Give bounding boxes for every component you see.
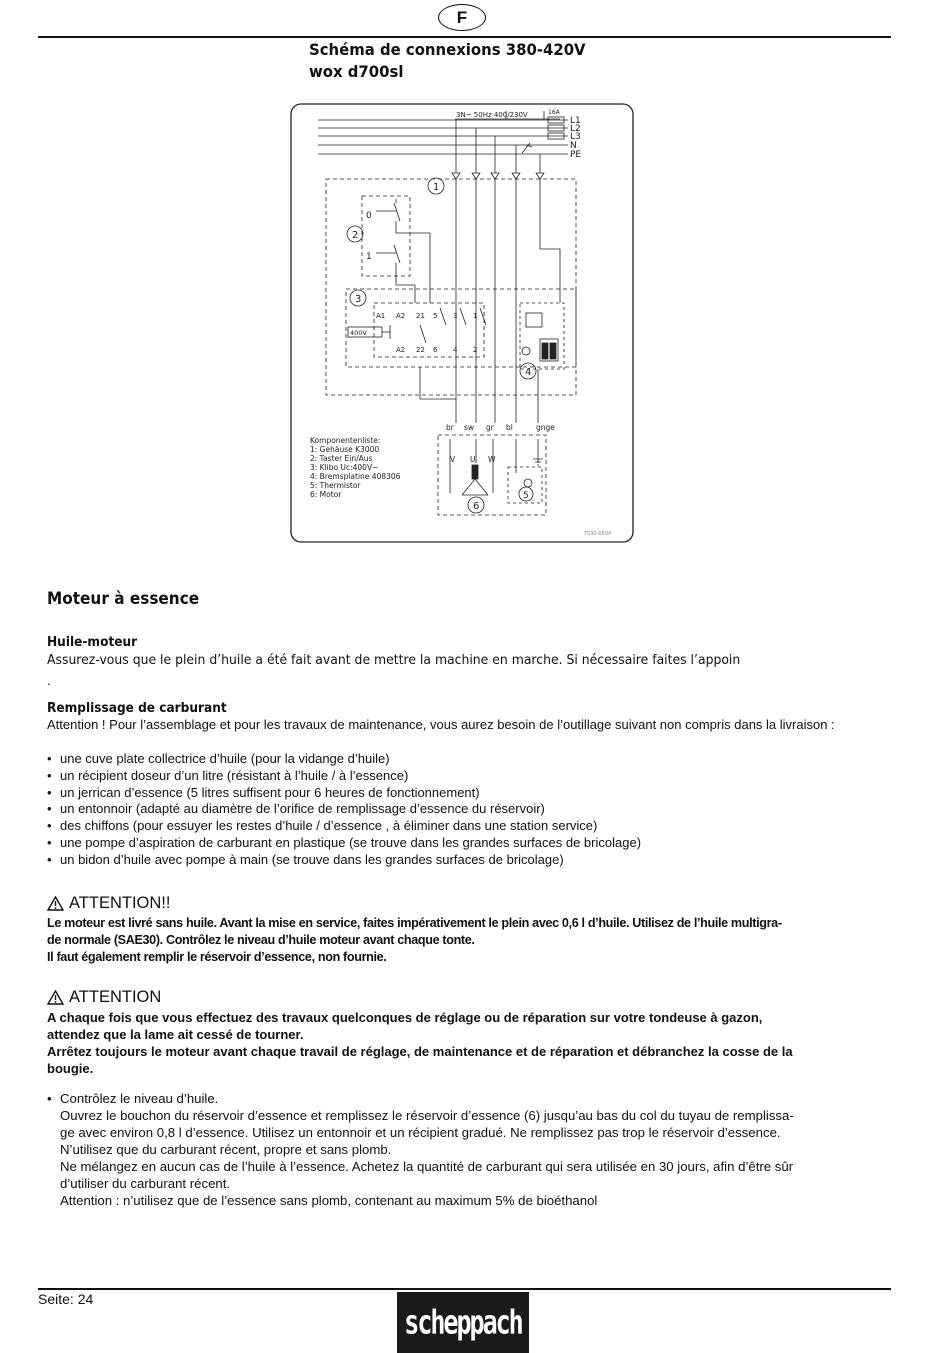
section-heading: Moteur à essence	[47, 589, 200, 609]
list-item: • des chiffons (pour essuyer les restes d’huile / d’essence , à éliminer dans une station service)	[47, 818, 641, 835]
svg-text:2: 2	[473, 346, 478, 354]
tools-list	[47, 751, 641, 869]
component-list	[310, 436, 401, 499]
line-label-l2: L2	[570, 124, 581, 134]
svg-text:A1: A1	[376, 312, 386, 320]
list-item: • une pompe d’aspiration de carburant en plastique (se trouve dans les grandes surfaces de bricolage)	[47, 835, 641, 852]
check-line: Attention : n’utilisez que de l’essence sans plomb, contenant au maximum 5% de bioéthanol	[60, 1193, 598, 1208]
check-line: ge avec environ 0,8 l d’essence. Utilisez un entonnoir et un récipient gradué. Ne remplissez pas trop le réservoir d’essence.	[60, 1125, 781, 1140]
language-badge-label: F	[456, 7, 468, 27]
component-1-number: 1	[433, 182, 440, 193]
fuel-heading: Remplissage de carburant	[47, 700, 227, 716]
fuse-label: 16A	[548, 109, 560, 116]
contactor	[374, 303, 484, 357]
oil-text-dot: .	[47, 673, 51, 688]
svg-text:br: br	[446, 423, 454, 432]
svg-text:1: Gehäuse K3000: 1: Gehäuse K3000	[310, 445, 380, 454]
contactor-terminals-bottom	[396, 346, 477, 354]
check-oil-block	[47, 1090, 794, 1209]
svg-text:Komponentenliste:: Komponentenliste:	[310, 436, 381, 445]
line-label-l1: L1	[570, 116, 581, 126]
warning-2-line: bougie.	[47, 1061, 94, 1076]
list-item: • un jerrican d’essence (5 litres suffisent pour 6 heures de fonctionnement)	[47, 785, 641, 802]
oil-heading: Huile-moteur	[47, 634, 138, 650]
svg-text:sw: sw	[464, 423, 475, 432]
fuel-intro: Attention ! Pour l’assemblage et pour les travaux de maintenance, vous aurez besoin de l’outillage suivant non compris dans la livraison :	[47, 717, 835, 732]
switch-label-on: 1	[366, 252, 372, 262]
check-line: d’utiliser du carburant récent.	[60, 1176, 231, 1191]
page-number: Seite: 24	[38, 1291, 94, 1307]
component-3-number: 3	[355, 294, 362, 305]
motor-terminal-labels	[450, 455, 496, 464]
top-divider	[38, 36, 891, 38]
title-line-1: Schéma de connexions 380-420V	[309, 40, 586, 59]
warning-1-body	[47, 915, 782, 967]
svg-text:6: Motor: 6: Motor	[310, 490, 342, 499]
svg-text:A2: A2	[396, 346, 406, 354]
motor-box	[438, 435, 546, 515]
svg-text:bl: bl	[506, 423, 513, 432]
motor-feed-wires	[420, 179, 560, 423]
contactor-box	[346, 289, 576, 367]
component-4-number: 4	[525, 367, 532, 378]
list-item: • un récipient doseur d’un litre (résistant à l’huile / à l’essence)	[47, 768, 641, 785]
svg-text:5: Thermistor: 5: Thermistor	[310, 481, 361, 490]
warning-1-title	[47, 894, 170, 913]
brand-logo	[397, 1292, 529, 1353]
warning-2-title	[47, 988, 161, 1007]
svg-text:1: 1	[473, 312, 478, 320]
warning-1-label: ATTENTION!!	[69, 894, 171, 912]
list-item: • une cuve plate collectrice d’huile (pour la vidange d’huile)	[47, 751, 641, 768]
warning-triangle-icon	[47, 896, 64, 911]
warning-1-line: de normale (SAE30). Contrôlez le niveau d’huile moteur avant chaque tonte.	[47, 933, 475, 948]
svg-text:V: V	[450, 455, 456, 464]
svg-text:6: 6	[433, 346, 438, 354]
svg-text:21: 21	[416, 312, 425, 320]
component-5-number: 5	[523, 491, 529, 501]
switch-box	[362, 196, 410, 276]
svg-text:W: W	[488, 455, 496, 464]
svg-text:4: 4	[453, 346, 458, 354]
warning-1-line: Le moteur est livré sans huile. Avant la mise en service, faites impérativement le plein avec 0,6 l d’huile. Utilisez de l’huile multigra-	[47, 916, 782, 930]
line-label-pe: PE	[570, 150, 582, 160]
svg-text:22: 22	[416, 346, 425, 354]
component-2-number: 2	[352, 230, 359, 241]
warning-2-line: A chaque fois que vous effectuez des travaux quelconques de réglage ou de réparation sur votre tondeuse à gazon,	[47, 1010, 763, 1025]
warning-2-body	[47, 1009, 793, 1077]
supply-lines	[318, 117, 568, 154]
wiring-diagram	[290, 103, 634, 543]
svg-text:3: Klibo Uc:400V~: 3: Klibo Uc:400V~	[310, 463, 379, 472]
svg-text:U: U	[470, 455, 476, 464]
drawing-code: TS30-0504	[584, 531, 612, 537]
housing-box	[326, 179, 576, 395]
page-title	[309, 39, 586, 83]
svg-text:gnge: gnge	[536, 423, 555, 432]
component-6-number: 6	[473, 501, 480, 512]
check-oil-bullet: • Contrôlez le niveau d’huile.	[47, 1090, 794, 1107]
line-label-l3: L3	[570, 132, 581, 142]
list-item: • un bidon d’huile avec pompe à main (se trouve dans les grandes surfaces de bricolage)	[47, 852, 641, 869]
oil-text: Assurez-vous que le plein d’huile a été fait avant de mettre la machine en marche. Si nécessaire faites l’appoin	[47, 652, 741, 668]
brand-logo-text: scheppach	[404, 1303, 522, 1342]
wire-color-labels	[446, 423, 555, 432]
warning-2-label: ATTENTION	[69, 988, 162, 1006]
line-label-n: N	[570, 141, 577, 151]
language-badge	[438, 4, 486, 31]
supply-label: 3N~ 50Hz 400/230V	[456, 111, 528, 119]
title-line-2: wox d700sl	[309, 62, 404, 81]
svg-text:gr: gr	[486, 423, 494, 432]
warning-2-line: Arrêtez toujours le moteur avant chaque travail de réglage, de maintenance et de réparation et débranchez la cosse de la	[47, 1044, 793, 1059]
switch-label-off: 0	[366, 211, 372, 221]
bottom-divider	[38, 1288, 891, 1290]
warning-triangle-icon	[47, 990, 64, 1005]
list-item: • un entonnoir (adapté au diamètre de l’orifice de remplissage d’essence du réservoir)	[47, 801, 641, 818]
svg-text:3: 3	[453, 312, 458, 320]
check-line: Ne mélangez en aucun cas de l’huile à l’essence. Achetez la quantité de carburant qui sera utilisée en 30 jours, afin d’être sûr	[60, 1159, 794, 1174]
svg-text:A2: A2	[396, 312, 406, 320]
check-line: N’utilisez que du carburant récent, propre et sans plomb.	[60, 1142, 392, 1157]
coil-label: 400V	[350, 329, 367, 337]
check-line: Ouvrez le bouchon du réservoir d’essence et remplissez le réservoir d’essence (6) jusqu’au bas du col du tuyau de remplissa-	[60, 1108, 794, 1123]
supply-drops	[452, 120, 544, 179]
svg-text:2: Taster Ein/Aus: 2: Taster Ein/Aus	[310, 454, 373, 463]
warning-1-line: Il faut également remplir le réservoir d’essence, non fournie.	[47, 950, 387, 965]
svg-text:5: 5	[433, 312, 438, 320]
svg-text:4: Bremsplatine 408306: 4: Bremsplatine 408306	[310, 472, 401, 481]
warning-2-line: attendez que la lame ait cessé de tourner.	[47, 1027, 304, 1042]
